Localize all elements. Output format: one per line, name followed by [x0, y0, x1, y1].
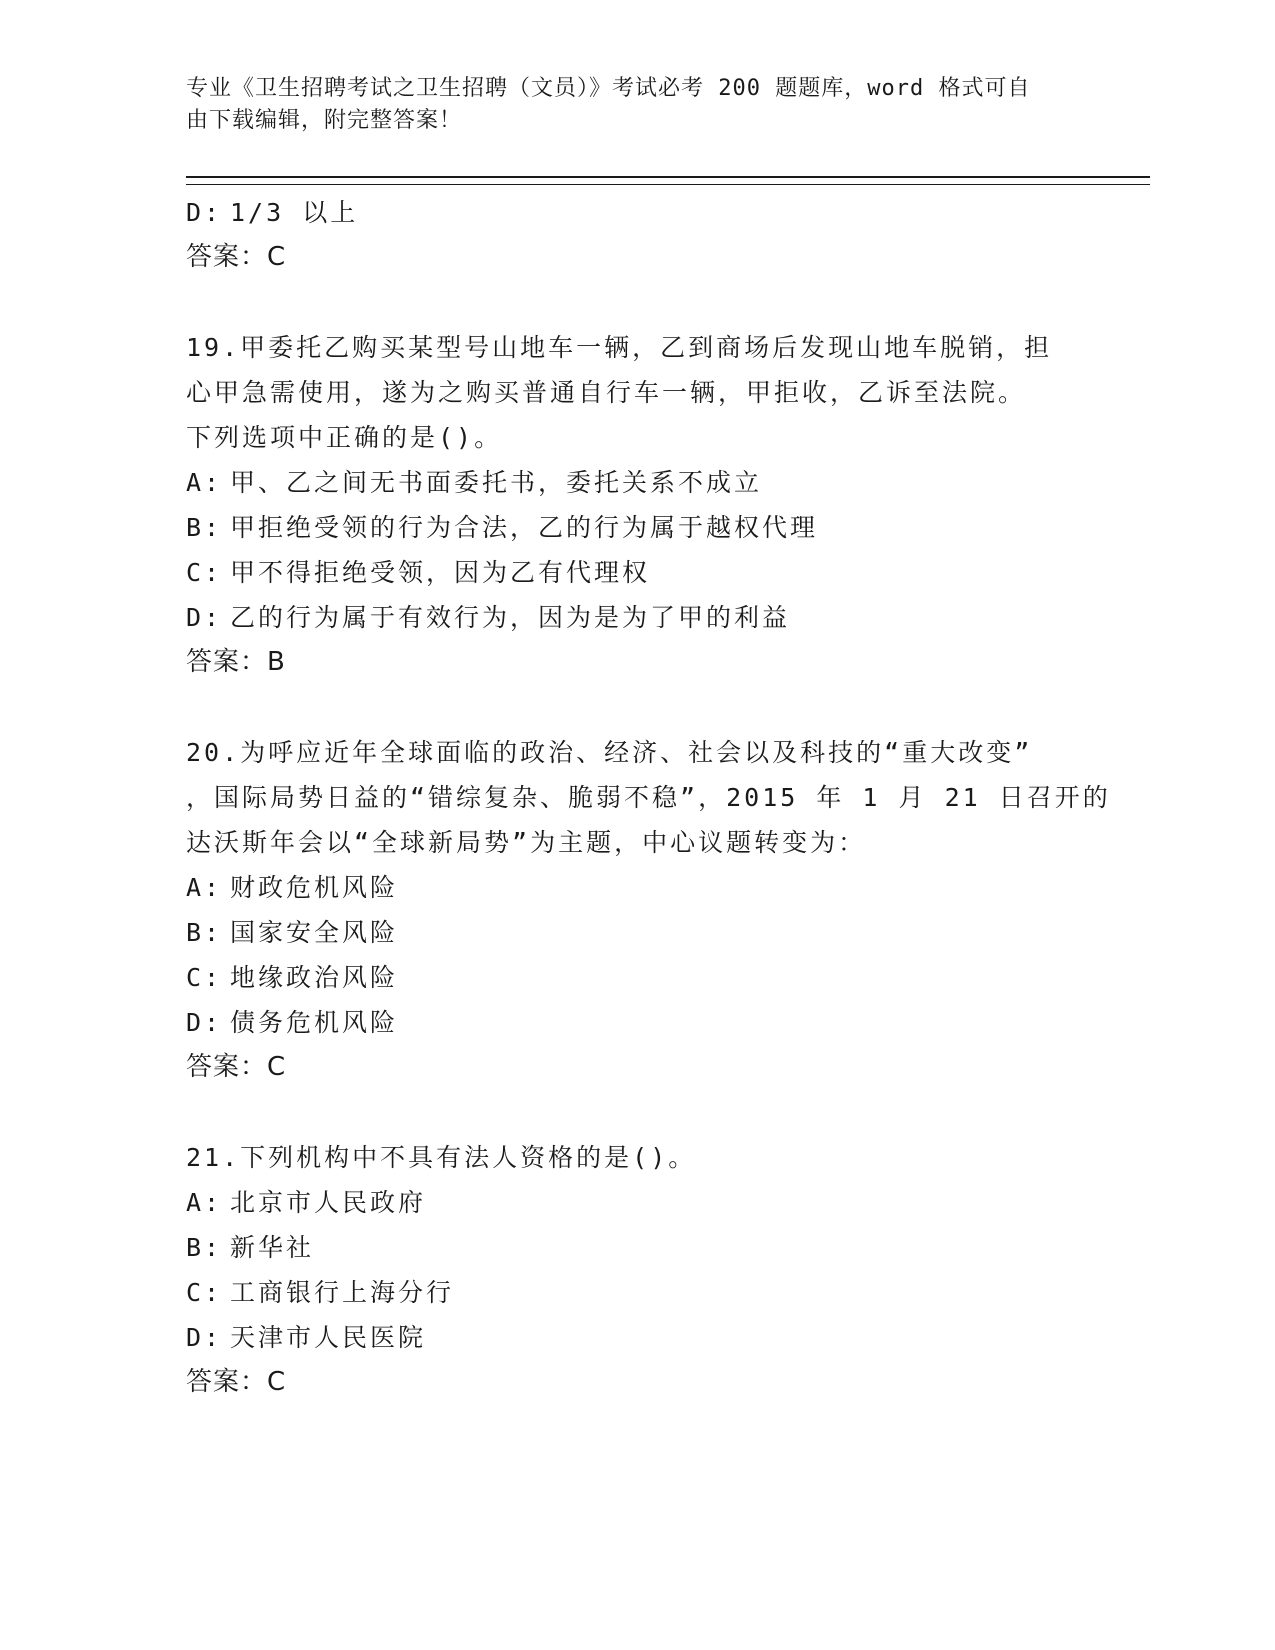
option-b: B: 国家安全风险: [186, 918, 399, 947]
option-b: B: 新华社: [186, 1233, 315, 1262]
question-stem: [186, 730, 1111, 865]
option-a: A: 财政危机风险: [186, 873, 399, 902]
header-line-2: 由下载编辑，附完整答案！: [186, 108, 463, 133]
header-divider: [186, 176, 1150, 185]
question-20: [186, 730, 1111, 1090]
option-c: C: 工商银行上海分行: [186, 1278, 455, 1307]
answer-line: 答案：B: [186, 647, 286, 677]
option-d: D: 乙的行为属于有效行为，因为是为了甲的利益: [186, 603, 791, 632]
stem-line: 心甲急需使用，遂为之购买普通自行车一辆，甲拒收，乙诉至法院。: [186, 378, 1027, 407]
option-a: A: 北京市人民政府: [186, 1188, 427, 1217]
stem-line: 下列选项中正确的是()。: [186, 423, 503, 452]
option-d: D: 债务危机风险: [186, 1008, 399, 1037]
answer-line: 答案：C: [186, 1052, 287, 1082]
option-c: C: 地缘政治风险: [186, 963, 399, 992]
stem-line: 20.为呼应近年全球面临的政治、经济、社会以及科技的“重大改变”: [186, 738, 1033, 767]
spacer: [186, 685, 1086, 730]
header-line-1: 专业《卫生招聘考试之卫生招聘（文员）》考试必考 200 题题库，word 格式可自: [186, 76, 1031, 101]
stem-line: 达沃斯年会以“全球新局势”为主题，中心议题转变为：: [186, 828, 867, 857]
option-b: B: 甲拒绝受领的行为合法，乙的行为属于越权代理: [186, 513, 819, 542]
option-d: D: 天津市人民医院: [186, 1323, 427, 1352]
option-d: D: 1/3 以上: [186, 198, 359, 227]
stem-line: ，国际局势日益的“错综复杂、脆弱不稳”，2015 年 1 月 21 日召开的: [186, 783, 1111, 812]
question-21: [186, 1135, 1086, 1405]
page-header: [186, 73, 1066, 137]
stem-line: 21.下列机构中不具有法人资格的是()。: [186, 1143, 697, 1172]
question-stem: [186, 325, 1086, 460]
option-a: A: 甲、乙之间无书面委托书，委托关系不成立: [186, 468, 763, 497]
stem-line: 19.甲委托乙购买某型号山地车一辆，乙到商场后发现山地车脱销，担: [186, 333, 1053, 362]
answer-line: 答案：C: [186, 242, 287, 272]
question-19: [186, 325, 1086, 685]
spacer: [186, 1090, 1086, 1135]
option-c: C: 甲不得拒绝受领，因为乙有代理权: [186, 558, 651, 587]
page-content: [186, 190, 1111, 1405]
question-stem: [186, 1135, 1086, 1180]
spacer: [186, 280, 1086, 325]
answer-line: 答案：C: [186, 1367, 287, 1397]
